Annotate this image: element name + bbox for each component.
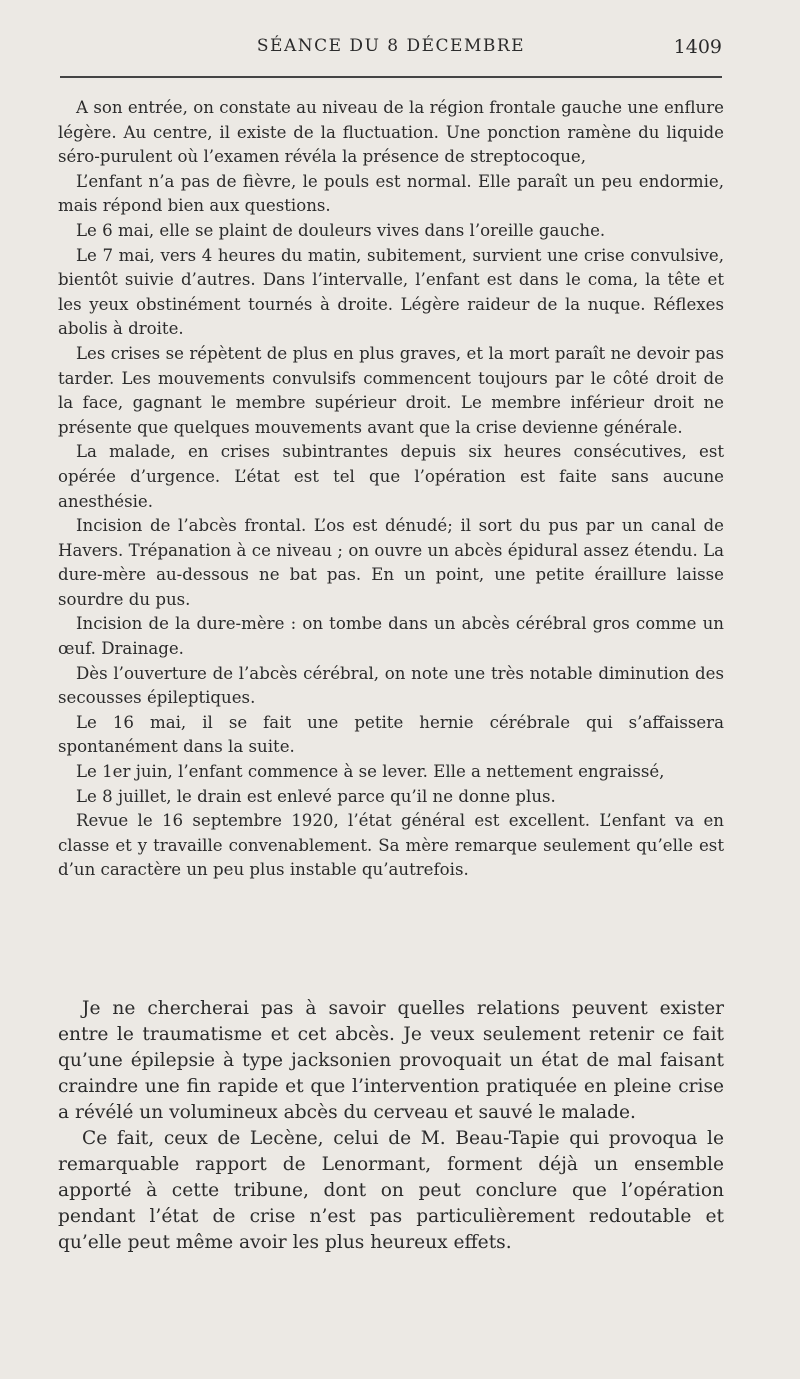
case-observation (58, 96, 724, 883)
observation-paragraph: Revue le 16 septembre 1920, l’état général est excellent. L’enfant va en classe et y travaille convenablement. Sa mère remarque seulement qu’elle est d’un caractère un peu plus instable qu’autrefois. (58, 811, 724, 880)
observation-paragraph: Les crises se répètent de plus en plus graves, et la mort paraît ne devoir pas tarder. Les mouvements convulsifs commencent toujours par le côté droit de la face, gagnant le membre supérieur droit. Le membre inférieur droit ne présente que quelques mouvements avant que la crise devienne générale. (58, 343, 724, 437)
observation-paragraph: Incision de la dure-mère : on tombe dans un abcès cérébral gros comme un œuf. Drainage. (58, 614, 724, 659)
observation-paragraph: Le 16 mai, il se fait une petite hernie cérébrale qui s’affaissera spontanément dans la suite. (58, 712, 724, 757)
discussion-paragraph: Je ne chercherai pas à savoir quelles relations peuvent exister entre le traumatisme et cet abcès. Je veux seulement retenir ce fait qu’une épilepsie à type jacksonien provoquait un état de mal faisant craindre une fin rapide et que l’intervention pratiquée en pleine crise a révélé un volumineux abcès du cerveau et sauvé le malade. (58, 998, 724, 1123)
observation-paragraph: A son entrée, on constate au niveau de la région frontale gauche une enflure légère. Au centre, il existe de la fluctuation. Une ponction ramène du liquide séro-purulent où l’examen révéla la présence de streptocoque, (58, 98, 724, 167)
header-rule (60, 76, 722, 78)
observation-paragraph: Dès l’ouverture de l’abcès cérébral, on note une très notable diminution des secousses épileptiques. (58, 663, 724, 708)
observation-paragraph: Le 7 mai, vers 4 heures du matin, subitement, survient une crise convulsive, bientôt suivie d’autres. Dans l’intervalle, l’enfant est dans le coma, la tête et les yeux obstinément tournés à droite. Légère raideur de la nuque. Réflexes abolis à droite. (58, 245, 724, 339)
observation-paragraph: Le 6 mai, elle se plaint de douleurs vives dans l’oreille gauche. (76, 220, 606, 240)
observation-paragraph: La malade, en crises subintrantes depuis six heures consécutives, est opérée d’urgence. L’état est tel que l’opération est faite sans aucune anesthésie. (58, 442, 724, 511)
header-title: SÉANCE DU 8 DÉCEMBRE (256, 36, 526, 56)
observation-paragraph: Le 1er juin, l’enfant commence à se lever. Elle a nettement engraissé, (76, 762, 665, 782)
observation-paragraph: Incision de l’abcès frontal. L’os est dénudé; il sort du pus par un canal de Havers. Trépanation à ce niveau ; on ouvre un abcès épidural assez étendu. La dure-mère au-dessous ne bat pas. En un point, une petite éraillure laisse sourdre du pus. (58, 516, 724, 609)
observation-paragraph: L’enfant n’a pas de fièvre, le pouls est normal. Elle paraît un peu endormie, mais répond bien aux questions. (58, 171, 724, 216)
discussion-text (58, 996, 724, 1256)
discussion-paragraph: Ce fait, ceux de Lecène, celui de M. Beau-Tapie qui provoqua le remarquable rapport de Lenormant, forment déjà un ensemble apporté à cette tribune, dont on peut conclure que l’opération pendant l’état de crise n’est pas particulièrement redoutable et qu’elle peut même avoir les plus heureux effets. (58, 1128, 724, 1253)
observation-paragraph: Le 8 juillet, le drain est enlevé parce qu’il ne donne plus. (76, 786, 556, 806)
running-header (60, 36, 722, 64)
page-number: 1409 (673, 36, 722, 58)
